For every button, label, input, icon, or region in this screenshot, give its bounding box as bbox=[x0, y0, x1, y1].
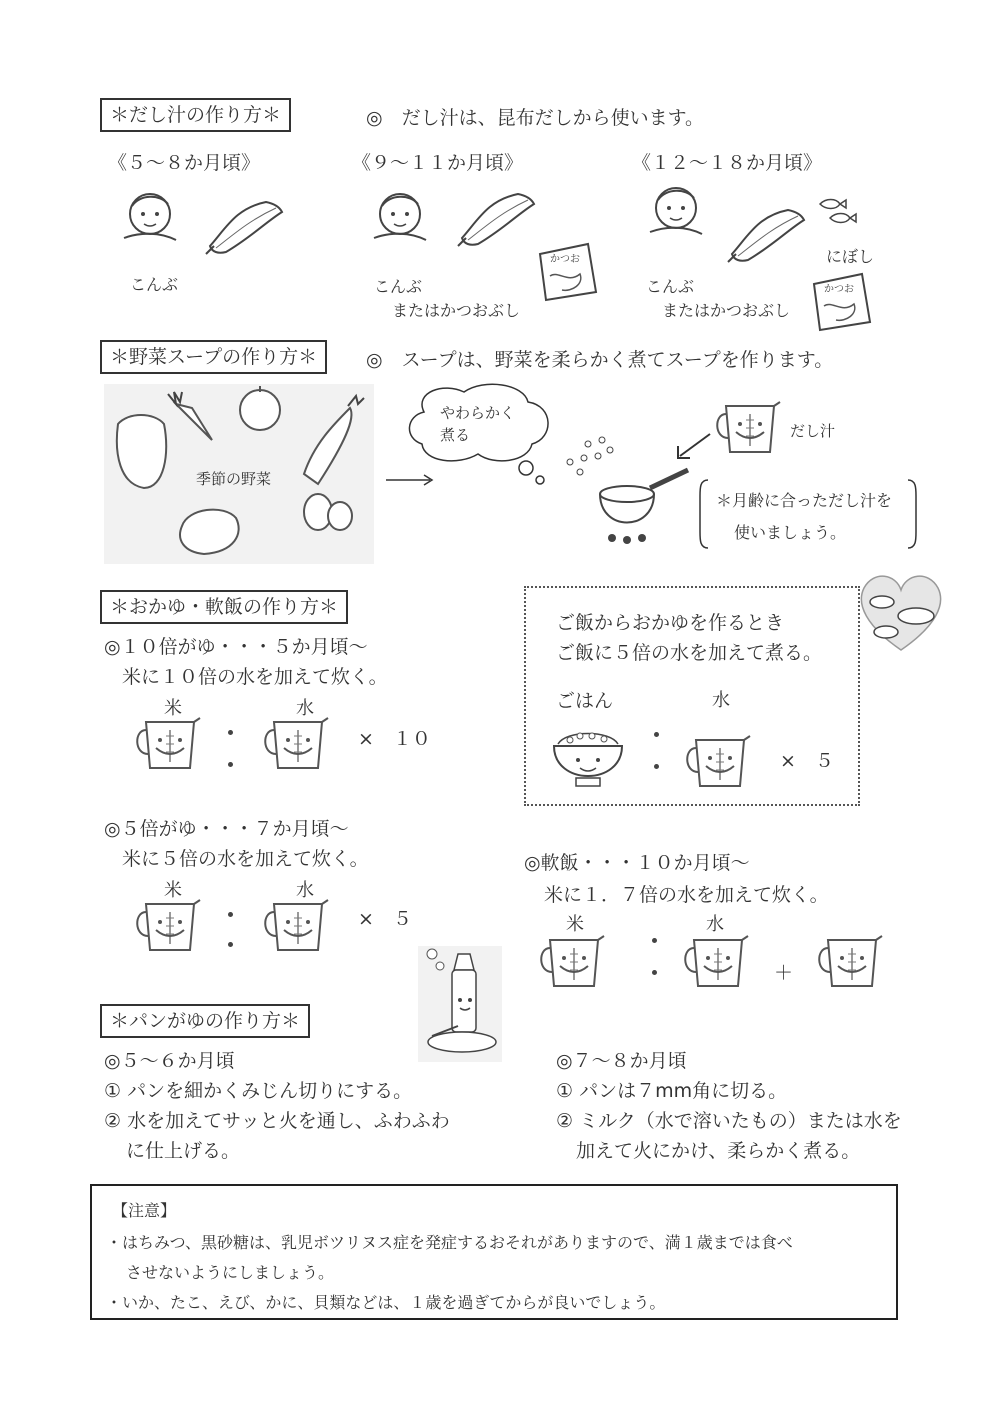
dashi-label-kombu-1: こんぶ bbox=[130, 275, 179, 294]
dashi-note: ◎ だし汁は、昆布だしから使います。 bbox=[366, 107, 705, 129]
water-measuring-cup-icon bbox=[268, 716, 332, 774]
dashi-label-katsuo-2: またはかつおぶし bbox=[392, 301, 521, 320]
seasonal-vegetables-label: 季節の野菜 bbox=[196, 470, 272, 488]
soup-tip-line-2: 使いましょう。 bbox=[734, 523, 847, 542]
baby-bottle-and-bowl-illustration bbox=[418, 946, 502, 1062]
notice-box bbox=[90, 1184, 898, 1320]
bubble-line-1: やわらかく bbox=[440, 404, 516, 422]
g10-heading: ◎１０倍がゆ・・・５か月頃～ bbox=[104, 636, 368, 658]
nanhan-heading: ◎軟飯・・・１０か月頃～ bbox=[524, 852, 750, 874]
pan-right-step-1: ① パンは７mm角に切る。 bbox=[556, 1080, 788, 1102]
okayu-section-title: ＊おかゆ・軟飯の作り方＊ bbox=[100, 590, 348, 624]
dashi-section-title: ＊だし汁の作り方＊ bbox=[100, 98, 291, 132]
baby-illustration bbox=[370, 188, 440, 252]
kombu-illustration bbox=[206, 198, 286, 258]
g5-heading: ◎５倍がゆ・・・７か月頃～ bbox=[104, 818, 349, 840]
rice-measuring-cup-icon bbox=[140, 898, 204, 956]
nanhan-water-label: 水 bbox=[706, 914, 724, 935]
ratio-colon-dot bbox=[228, 730, 233, 735]
pan-left-heading: ◎５～６か月頃 bbox=[104, 1050, 235, 1072]
dashi-label-katsuo-3: またはかつおぶし bbox=[662, 301, 791, 320]
dashi-label-kombu-3: こんぶ bbox=[646, 277, 695, 296]
rice-measuring-cup-icon bbox=[544, 934, 608, 992]
dashi-age-5-8: 《５～８か月頃》 bbox=[108, 152, 261, 174]
ratio-colon-dot bbox=[228, 912, 233, 917]
soup-tip-line-1: ＊月齢に合っただし汁を bbox=[716, 491, 893, 510]
cooking-pot-illustration bbox=[564, 436, 694, 548]
soup-section-title: ＊野菜スープの作り方＊ bbox=[100, 340, 327, 374]
nanhan-plus: ＋ bbox=[774, 962, 794, 984]
g5-rice-label: 米 bbox=[164, 880, 182, 901]
pan-right-step-2b: 加えて火にかけ、柔らかく煮る。 bbox=[576, 1140, 861, 1162]
extra-water-cup-icon bbox=[822, 934, 886, 992]
g5-description: 米に５倍の水を加えて炊く。 bbox=[122, 848, 369, 870]
dashi-label-kombu-2: こんぶ bbox=[374, 277, 423, 296]
thought-bubble-icon bbox=[404, 382, 564, 492]
ratio-colon-dot bbox=[652, 938, 657, 943]
water-measuring-cup-icon bbox=[690, 734, 754, 792]
katsuo-pack-label: かつお bbox=[824, 284, 854, 295]
pan-left-step-2a: ② 水を加えてサッと火を通し、ふわふわ bbox=[104, 1110, 450, 1132]
dashi-label-niboshi: にぼし bbox=[826, 247, 875, 266]
katsuobushi-pack-illustration bbox=[806, 270, 876, 336]
katsuo-pack-label: かつお bbox=[550, 254, 580, 265]
pan-section-title: ＊パンがゆの作り方＊ bbox=[100, 1004, 310, 1038]
water-measuring-cup-icon bbox=[268, 898, 332, 956]
box-rice-label: ごはん bbox=[556, 690, 614, 712]
pan-left-step-2b: に仕上げる。 bbox=[126, 1140, 241, 1162]
g5-water-label: 水 bbox=[296, 880, 314, 901]
box-line-2: ご飯に５倍の水を加えて煮る。 bbox=[556, 642, 823, 664]
niboshi-fish-illustration bbox=[816, 194, 860, 228]
rice-bowl-icon bbox=[552, 726, 624, 792]
box-line-1: ご飯からおかゆを作るとき bbox=[556, 612, 785, 634]
g10-description: 米に１０倍の水を加えて炊く。 bbox=[122, 666, 388, 688]
dashi-age-9-11: 《９～１１か月頃》 bbox=[352, 152, 524, 174]
g10-rice-label: 米 bbox=[164, 698, 182, 719]
soup-note: ◎ スープは、野菜を柔らかく煮てスープを作ります。 bbox=[366, 349, 834, 371]
pan-left-step-1: ① パンを細かくみじん切りにする。 bbox=[104, 1080, 413, 1102]
sleeping-baby-illustration bbox=[120, 188, 190, 252]
dashi-age-12-18: 《１２～１８か月頃》 bbox=[632, 152, 823, 174]
notice-line-1: ・はちみつ、黒砂糖は、乳児ボツリヌス症を発症するおそれがありますので、満１歳までは食べ bbox=[106, 1233, 793, 1252]
notice-header: 【注意】 bbox=[112, 1201, 177, 1220]
ratio-colon-dot bbox=[654, 732, 659, 737]
rice-measuring-cup-icon bbox=[140, 716, 204, 774]
g5-multiplier: × ５ bbox=[358, 908, 412, 930]
ratio-colon-dot bbox=[228, 762, 233, 767]
nanhan-description: 米に１．７倍の水を加えて炊く。 bbox=[544, 884, 829, 906]
bubble-line-2: 煮る bbox=[440, 426, 471, 444]
kombu-illustration bbox=[458, 190, 538, 250]
dashi-measuring-cup-icon bbox=[720, 400, 784, 458]
box-water-label: 水 bbox=[712, 690, 730, 711]
pan-right-heading: ◎７～８か月頃 bbox=[556, 1050, 687, 1072]
nanhan-rice-label: 米 bbox=[566, 914, 584, 935]
kombu-illustration bbox=[728, 206, 808, 266]
notice-line-2: させないようにしましょう。 bbox=[126, 1263, 335, 1282]
pan-right-step-2a: ② ミルク（水で溶いたもの）または水を bbox=[556, 1110, 902, 1132]
soup-dashi-label: だし汁 bbox=[790, 422, 836, 440]
box-multiplier: × ５ bbox=[780, 750, 834, 772]
ratio-colon-dot bbox=[228, 942, 233, 947]
water-measuring-cup-icon bbox=[688, 934, 752, 992]
toddler-illustration bbox=[646, 182, 716, 246]
ratio-colon-dot bbox=[654, 764, 659, 769]
katsuobushi-pack-illustration bbox=[532, 240, 602, 306]
notice-line-3: ・いか、たこ、えび、かに、貝類などは、１歳を過ぎてからが良いでしょう。 bbox=[106, 1293, 666, 1312]
g10-water-label: 水 bbox=[296, 698, 314, 719]
ratio-colon-dot bbox=[652, 970, 657, 975]
g10-multiplier: × １０ bbox=[358, 728, 431, 750]
heart-dishes-illustration bbox=[856, 566, 946, 656]
